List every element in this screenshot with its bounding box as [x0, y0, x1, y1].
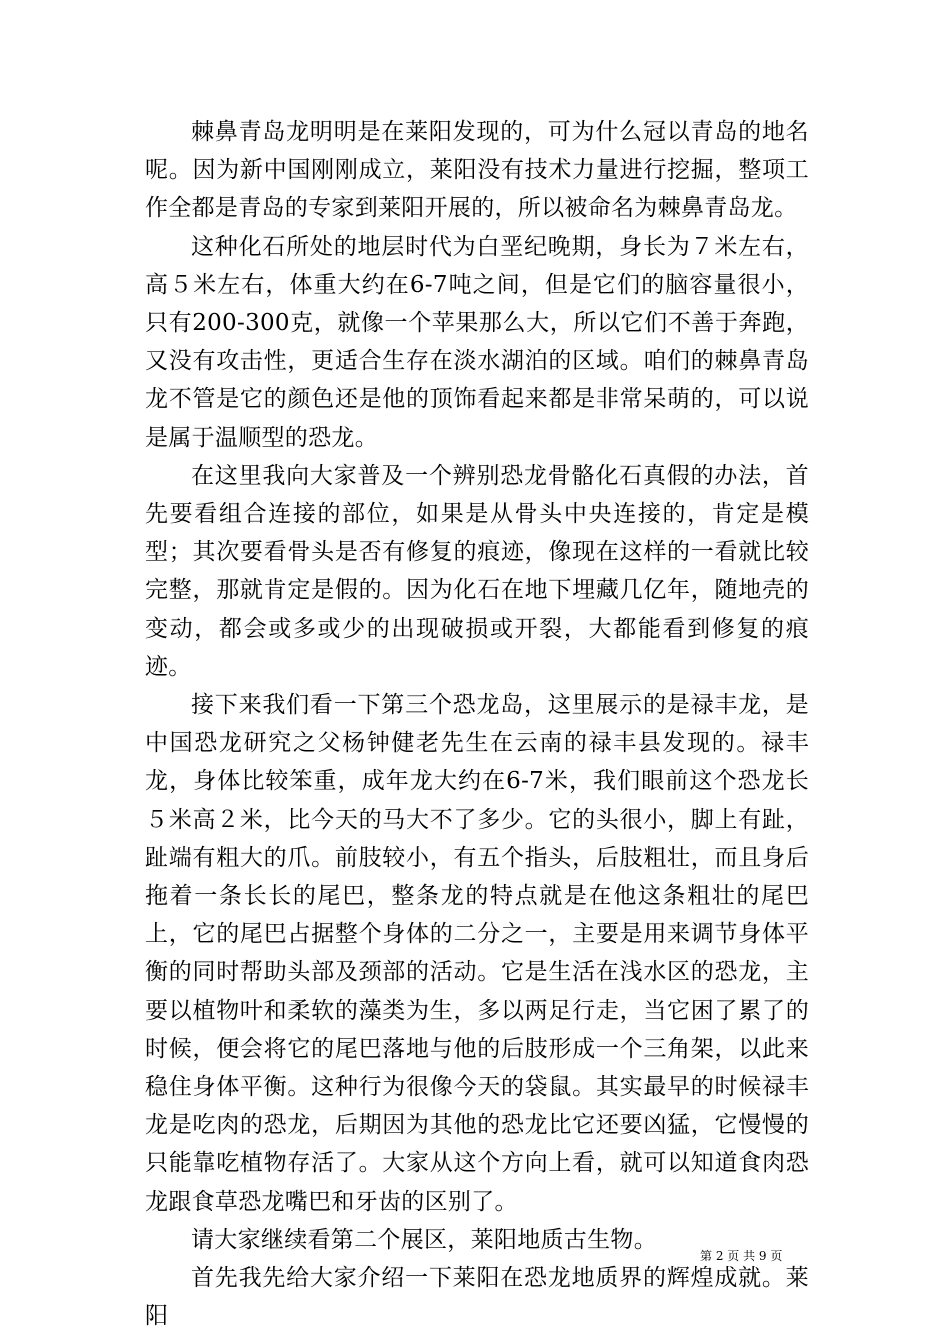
paragraph: 首先我先给大家介绍一下莱阳在恐龙地质界的辉煌成就。莱阳 [145, 1265, 809, 1330]
page-number: 第 2 页 共 9 页 [700, 1249, 783, 1263]
paragraph: 接下来我们看一下第三个恐龙岛，这里展示的是禄丰龙，是中国恐龙研究之父杨钟健老先生在云南的禄丰县发现的。禄丰龙，身体比较笨重，成年龙大约在6-7米，我们眼前这个恐龙长５米高２米，比今天的马大不了多少。它的头很小，脚上有趾，趾端有粗大的爪。前肢较小，有五个指头，后肢粗壮，而且身后拖着一条长长的尾巴，整条龙的特点就是在他这条粗壮的尾巴上，它的尾巴占据整个身体的二分之一，主要是用来调节身体平衡的同时帮助头部及颈部的活动。它是生活在浅水区的恐龙，主要以植物叶和柔软的藻类为生，多以两足行走，当它困了累了的时候，便会将它的尾巴落地与他的后肢形成一个三角架，以此来稳住身体平衡。这种行为很像今天的袋鼠。其实最早的时候禄丰龙是吃肉的恐龙，后期因为其他的恐龙比它还要凶猛，它慢慢的只能靠吃植物存活了。大家从这个方向上看，就可以知道食肉恐龙跟食草恐龙嘴巴和牙齿的区别了。 [145, 692, 809, 1215]
paragraph: 这种化石所处的地层时代为白垩纪晚期，身长为７米左右，高５米左右，体重大约在6-7吨之间，但是它们的脑容量很小，只有200-300克，就像一个苹果那么大，所以它们不善于奔跑，又没有攻击性，更适合生存在淡水湖泊的区域。咱们的棘鼻青岛龙不管是它的颜色还是他的顶饰看起来都是非常呆萌的，可以说是属于温顺型的恐龙。 [145, 233, 809, 451]
paragraph: 请大家继续看第二个展区，莱阳地质古生物。 [191, 1226, 657, 1253]
document-body [145, 113, 809, 1336]
paragraph: 在这里我向大家普及一个辨别恐龙骨骼化石真假的办法，首先要看组合连接的部位，如果是从骨头中央连接的，肯定是模型；其次要看骨头是否有修复的痕迹，像现在这样的一看就比较完整，那就肯定是假的。因为化石在地下埋藏几亿年，随地壳的变动，都会或多或少的出现破损或开裂，大都能看到修复的痕迹。 [145, 462, 809, 680]
paragraph: 棘鼻青岛龙明明是在莱阳发现的，可为什么冠以青岛的地名呢。因为新中国刚刚成立，莱阳没有技术力量进行挖掘，整项工作全都是青岛的专家到莱阳开展的，所以被命名为棘鼻青岛龙。 [145, 119, 809, 222]
